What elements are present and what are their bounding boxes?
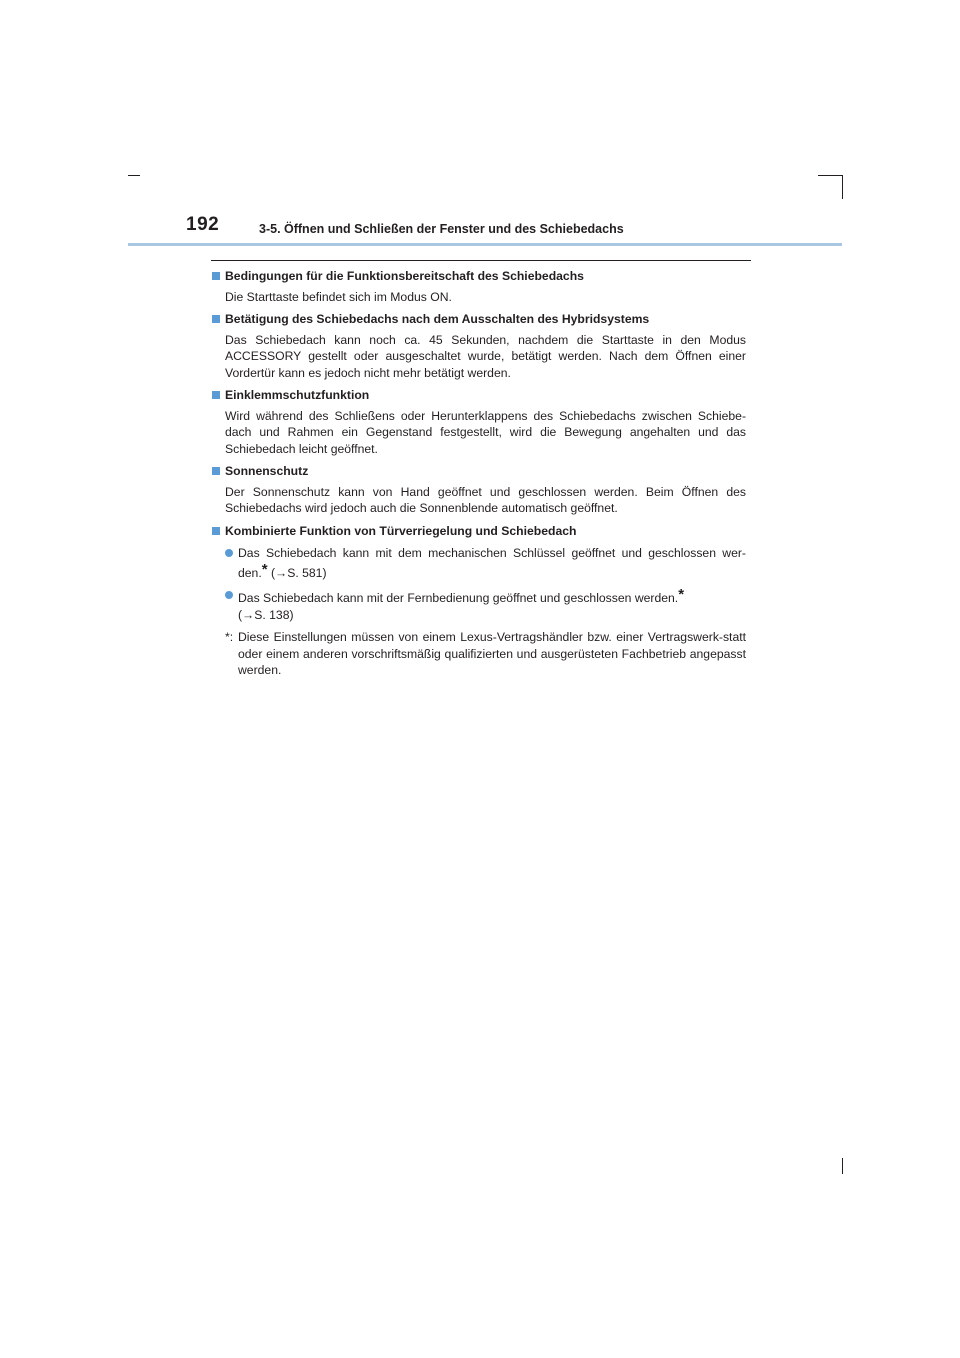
footnote-star: * <box>678 586 685 603</box>
section-heading <box>211 311 746 328</box>
section-heading-text: Einklemmschutzfunktion <box>225 388 370 402</box>
section-heading-text: Betätigung des Schiebedachs nach dem Ausschalten des Hybridsystems <box>225 312 650 326</box>
footnote <box>211 629 746 679</box>
crop-mark-bottom-right <box>842 1158 843 1174</box>
section-text: Das Schiebedach kann noch ca. 45 Sekunden, nachdem die Starttaste in den Modus ACCESSORY gestellt oder ausgeschaltet wurde, betätigt werden. Nach dem Öffnen einer Vordertür kann es jedoch nicht mehr betätigt werden. <box>225 332 746 380</box>
round-bullet-icon <box>225 549 233 557</box>
list-item <box>211 587 746 623</box>
square-bullet-icon <box>212 467 220 475</box>
footnote-text: Diese Einstellungen müssen von einem Lexus-Vertragshändler bzw. einer Vertragswerk-statt oder einem anderen vorschriftsmäßig qualifizierten und ausgerüsteten Fachbetrieb angepasst werden. <box>238 630 746 677</box>
list-item <box>211 545 746 581</box>
square-bullet-icon <box>212 315 220 323</box>
section-heading-text: Sonnenschutz <box>225 464 309 478</box>
section-heading <box>211 387 746 404</box>
section-heading-text: Kombinierte Funktion von Türverriegelung und Schiebedach <box>225 523 577 538</box>
crop-mark-top-right-h <box>818 175 842 176</box>
page-reference: (→S. 138) <box>238 607 294 622</box>
section-text: Der Sonnenschutz kann von Hand geöffnet und geschlossen werden. Beim Öffnen des Schiebedachs wird jedoch auch die Sonnenblende automatisch geöffnet. <box>225 484 746 515</box>
page-reference: (→S. 581) <box>270 565 327 580</box>
section-heading <box>211 523 746 540</box>
footnote-star: * <box>261 560 268 578</box>
page-number: 192 <box>186 214 220 235</box>
round-bullet-icon <box>225 591 233 599</box>
crop-mark-top-right-v <box>842 175 843 199</box>
footnote-mark: *: <box>225 630 234 644</box>
section-text: Wird während des Schließens oder Herunterklappens des Schiebedachs zwischen Schiebe-dach und Rahmen ein Gegenstand festgestellt, wird die Bewegung angehalten und das Schiebedach leicht geöffnet. <box>225 408 746 456</box>
section-heading <box>211 463 746 480</box>
header-rule <box>128 243 842 246</box>
square-bullet-icon <box>212 272 220 280</box>
crop-mark-top-left <box>128 175 140 176</box>
section-heading <box>211 268 746 285</box>
section-text: Die Starttaste befindet sich im Modus ON. <box>225 289 452 304</box>
section-rule <box>211 260 751 261</box>
list-item-text: Das Schiebedach kann mit der Fernbedienung geöffnet und geschlossen werden. <box>238 591 679 605</box>
square-bullet-icon <box>212 391 220 399</box>
page-content <box>211 268 746 679</box>
square-bullet-icon <box>212 527 220 535</box>
list-item-text: Das Schiebedach kann mit dem mechanischen Schlüssel geöffnet und geschlossen wer-den. <box>238 546 746 580</box>
section-heading-text: Bedingungen für die Funktionsbereitschaft des Schiebedachs <box>225 269 584 283</box>
chapter-title: 3-5. Öffnen und Schließen der Fenster und des Schiebedachs <box>259 222 624 236</box>
